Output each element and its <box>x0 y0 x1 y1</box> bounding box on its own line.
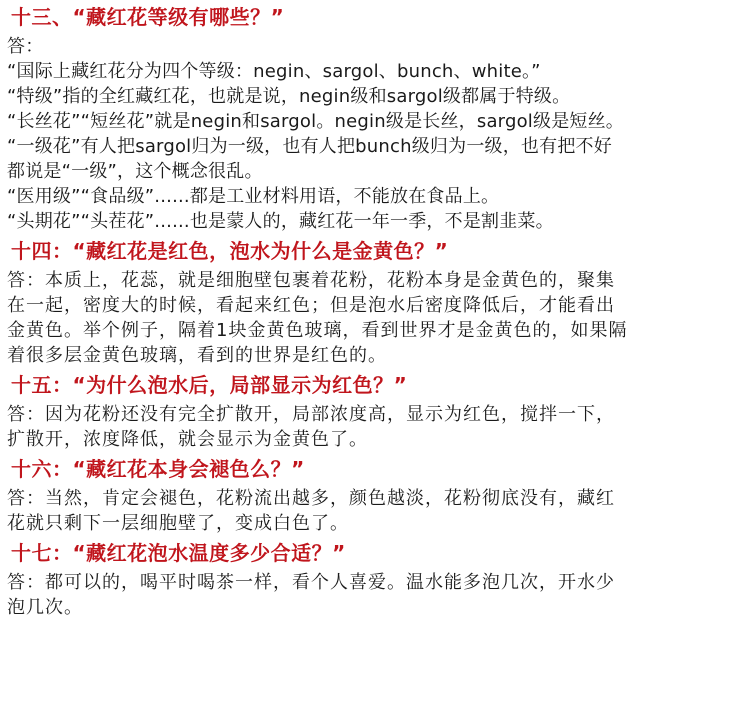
answer-line: 答：都可以的，喝平时喝茶一样，看个人喜爱。温水能多泡几次，开水少 <box>7 572 615 593</box>
answer-line: 在一起，密度大的时候，看起来红色；但是泡水后密度降低后，才能看出 <box>7 295 615 316</box>
answer-line: “医用级”“食品级”......都是工业材料用语，不能放在食品上。 <box>7 186 500 207</box>
answer-line: “特级”指的全红藏红花，也就是说，negin级和sargol级都属于特级。 <box>7 86 571 107</box>
answer-line: “长丝花”“短丝花”就是negin和sargol。negin级是长丝，sargol级是短丝。 <box>7 111 624 132</box>
answer-line: “一级花”有人把sargol归为一级，也有人把bunch级归为一级，也有把不好 <box>7 136 612 157</box>
answer-line: “国际上藏红花分为四个等级：negin、sargol、bunch、white。” <box>7 61 541 82</box>
answer-line: 答：本质上，花蕊，就是细胞壁包裹着花粉，花粉本身是金黄色的，聚集 <box>7 270 615 291</box>
answer-line: 答：因为花粉还没有完全扩散开，局部浓度高，显示为红色，搅拌一下， <box>7 404 615 425</box>
section-15 <box>7 368 746 452</box>
answer-line: 答：当然，肯定会褪色，花粉流出越多，颜色越淡，花粉彻底没有，藏红 <box>7 488 615 509</box>
question-heading: 十七：“藏红花泡水温度多少合适？” <box>11 541 346 565</box>
question-heading: 十六：“藏红花本身会褪色么？” <box>11 457 305 481</box>
answer-line: 都说是“一级”，这个概念很乱。 <box>7 161 263 182</box>
section-13 <box>7 0 746 234</box>
section-14 <box>7 234 746 368</box>
answer-line: 金黄色。举个例子，隔着1块金黄色玻璃，看到世界才是金黄色的，如果隔 <box>7 320 628 341</box>
answer-line: 答： <box>7 36 44 57</box>
section-17 <box>7 536 746 620</box>
question-heading: 十三、“藏红花等级有哪些？” <box>11 5 285 29</box>
answer-line: 着很多层金黄色玻璃，看到的世界是红色的。 <box>7 345 387 366</box>
answer-line: 泡几次。 <box>7 597 83 618</box>
answer-line: “头期花”“头茬花”......也是蒙人的，藏红花一年一季，不是割韭菜。 <box>7 211 554 232</box>
section-16 <box>7 452 746 536</box>
question-heading: 十五：“为什么泡水后，局部显示为红色？” <box>11 373 408 397</box>
answer-line: 扩散开，浓度降低，就会显示为金黄色了。 <box>7 429 368 450</box>
answer-line: 花就只剩下一层细胞壁了，变成白色了。 <box>7 513 349 534</box>
question-heading: 十四：“藏红花是红色，泡水为什么是金黄色？” <box>11 239 449 263</box>
